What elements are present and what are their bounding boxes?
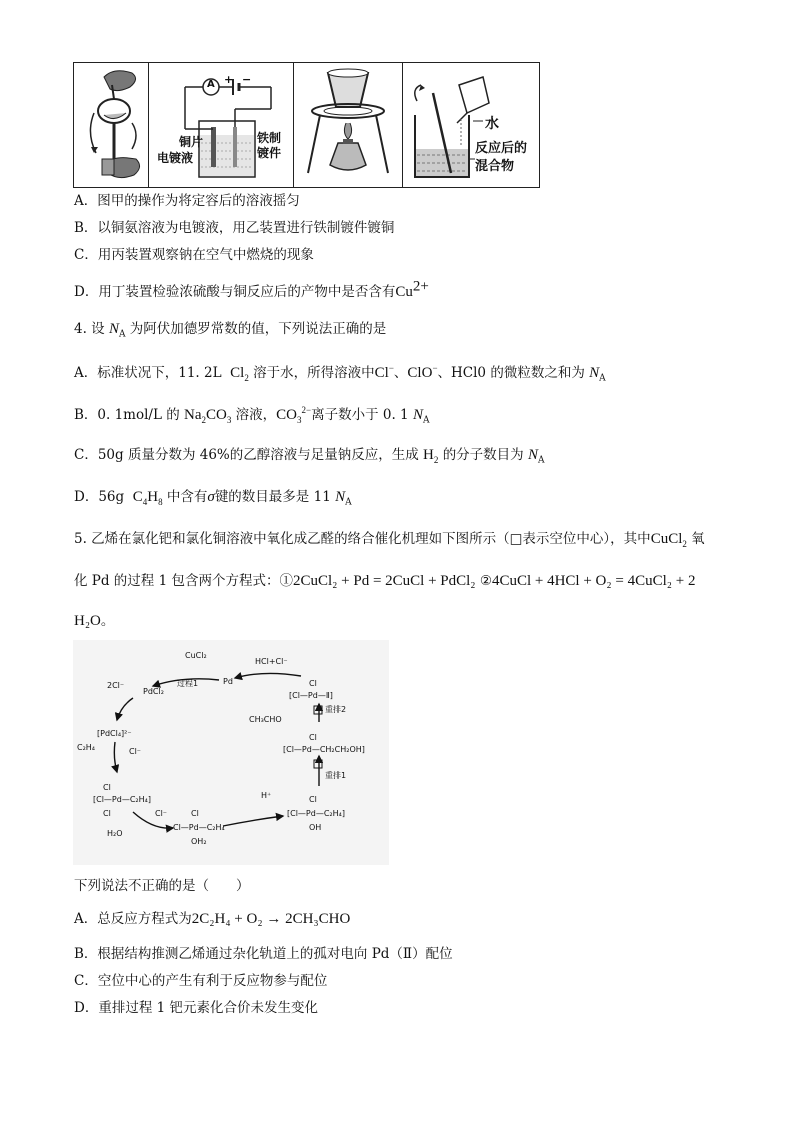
alkyl-core: [Cl—Pd—C₂H₄] bbox=[287, 809, 345, 818]
hydroxyethyl-cl-top: Cl bbox=[309, 733, 317, 742]
q5-option-a-text: A．总反应方程式为 bbox=[74, 911, 192, 927]
pdII-cl-top: Cl bbox=[309, 679, 317, 688]
proton-label: H⁺ bbox=[261, 791, 272, 800]
q4-option-c-text: C．50g 质量分数为 46%的乙醇溶液与足量钠反应，生成 bbox=[74, 447, 419, 463]
q3-option-d-charge: 2+ bbox=[412, 278, 429, 295]
hydroxo-core: Cl—Pd—C₂H₄ bbox=[173, 823, 225, 832]
mixture-label-1: 反应后的 bbox=[475, 141, 528, 156]
q4-option-d: D．56g $C_4H_8$ 中含有σ键的数目最多是 11 $N_A$ bbox=[74, 489, 352, 508]
acetaldehyde-label: CH₃CHO bbox=[249, 715, 282, 724]
arrow-to-pd bbox=[235, 673, 301, 678]
q5-equation-1: 2CuCl₂ + Pd = 2CuCl + PdCl₂ bbox=[292, 573, 476, 589]
apparatus-ding bbox=[403, 63, 540, 187]
q5-stem-text-2: 化 Pd 的过程 1 包含两个方程式：① bbox=[74, 573, 293, 589]
q4-number: 4. 设 bbox=[74, 321, 105, 337]
q5-option-d: D．重排过程 1 钯元素化合价未发生变化 bbox=[74, 1000, 318, 1016]
arrow-pdcl4-to-complex bbox=[114, 742, 117, 772]
apparatus-yi bbox=[149, 63, 294, 187]
plating-solution-label: 电镀液 bbox=[157, 151, 194, 165]
complex-core: [Cl—Pd—C₂H₄] bbox=[93, 795, 151, 804]
rearr1-label: 重排1 bbox=[325, 771, 347, 780]
q4-option-d-text: D．56g bbox=[74, 489, 125, 505]
q3-option-c: C．用丙装置观察钠在空气中燃烧的现象 bbox=[74, 247, 314, 263]
pd-label: Pd bbox=[223, 677, 233, 686]
iron-part-label-2: 镀件 bbox=[257, 146, 282, 160]
catalytic-cycle-diagram bbox=[73, 640, 389, 865]
rearr2-label: 重排2 bbox=[325, 705, 347, 714]
complex-cl-top: Cl bbox=[103, 783, 111, 792]
q5-stem-line-1: 5. 乙烯在氯化钯和氯化铜溶液中氧化成乙醛的络合催化机理如下图所示（□表示空位中心），其中CuCl$_2$ 氧 bbox=[74, 531, 705, 549]
q4-option-b-tail: 离子数小于 0. 1 bbox=[311, 407, 409, 423]
q4-option-b-text: B．0. 1mol/L 的 bbox=[74, 407, 180, 423]
chloride-label-a: Cl⁻ bbox=[129, 747, 142, 756]
mixture-label-2: 混合物 bbox=[475, 159, 515, 174]
arrow-pdcl2-to-pdcl4 bbox=[117, 698, 133, 720]
q5-stem-line-3 bbox=[74, 612, 114, 630]
q4-avogadro-subscript: A bbox=[118, 329, 126, 340]
q4-option-b-mid: 溶液， bbox=[235, 407, 277, 423]
cucl2-label: CuCl₂ bbox=[185, 651, 207, 660]
q4-avogadro-symbol: N bbox=[108, 321, 119, 337]
vacancy-box-1 bbox=[314, 706, 322, 714]
q4-option-c: C．50g 质量分数为 46%的乙醇溶液与足量钠反应，生成 $H_2$ 的分子数目为 $N_A$ bbox=[74, 447, 545, 466]
q3-option-b: B．以铜氨溶液为电镀液，用乙装置进行铁制镀件镀铜 bbox=[74, 220, 395, 236]
q4-option-a: A．标准状况下，11. 2L $Cl_2$ 溶于水，所得溶液中Cl−、ClO−、HCl0 的微粒数之和为 $N_A$ bbox=[74, 363, 606, 384]
q5-equation-2-cont: H₂O bbox=[74, 613, 101, 629]
apparatus-jia bbox=[74, 63, 149, 187]
q5-circled-2: ② bbox=[479, 573, 492, 589]
process1-label: 过程1 bbox=[177, 679, 199, 688]
q5-stem-line-2 bbox=[74, 572, 695, 590]
q5-ask: 下列说法不正确的是（ ） bbox=[74, 878, 250, 894]
hcl-label: HCl+Cl⁻ bbox=[255, 657, 288, 666]
iron-part-label-1: 铁制 bbox=[257, 131, 282, 145]
shaking-flask-drawing bbox=[74, 63, 148, 187]
q5-option-a-equation: 2C₂H₄ + O₂ → 2CH₃CHO bbox=[191, 911, 351, 927]
dilution-beaker-drawing bbox=[403, 63, 540, 187]
pdII-core: [Cl—Pd—Ⅱ] bbox=[289, 691, 333, 700]
q4-option-a-text: A．标准状况下，11. 2L bbox=[74, 365, 222, 381]
electroplating-cell-drawing bbox=[149, 63, 293, 187]
q4-option-b: B．0. 1mol/L 的 $Na_2CO_3$ 溶液，$CO_3^{2-}$离子数小于 0. 1 $N_A$ bbox=[74, 405, 430, 426]
alkyl-cl-top: Cl bbox=[309, 795, 317, 804]
q3-option-d-text: D．用丁装置检验浓硫酸与铜反应后的产物中是否含有 bbox=[74, 284, 396, 300]
ammeter-label: A bbox=[207, 79, 215, 90]
q5-option-b: B．根据结构推测乙烯通过杂化轨道上的孤对电向 Pd（Ⅱ）配位 bbox=[74, 946, 453, 962]
hydroxyethyl-core: [Cl—Pd—CH₂CH₂OH] bbox=[283, 745, 365, 754]
crucible-burner-drawing bbox=[294, 63, 402, 187]
water-label: 水 bbox=[485, 116, 499, 132]
arrow-hydroxo-to-alkyl bbox=[223, 816, 283, 826]
q5-equation-2: 4CuCl + 4HCl + O₂ = 4CuCl₂ + 2 bbox=[491, 573, 696, 589]
q4-option-d-tail: 键的数目最多是 11 bbox=[214, 489, 331, 505]
pdcl2-label: PdCl₂ bbox=[143, 687, 164, 696]
positive-terminal: + bbox=[224, 73, 234, 86]
q3-option-d-ion: Cu bbox=[395, 284, 413, 300]
catalytic-cycle-svg bbox=[73, 640, 389, 865]
q4-stem bbox=[74, 320, 386, 338]
q4-stem-text: 为阿伏加德罗常数的值，下列说法正确的是 bbox=[129, 321, 387, 337]
q4-option-d-mid: 中含有 bbox=[166, 489, 208, 505]
alkyl-oh: OH bbox=[309, 823, 322, 832]
water-mech-label: H₂O bbox=[107, 829, 123, 838]
hydroxo-cl-top: Cl bbox=[191, 809, 199, 818]
apparatus-figure bbox=[73, 62, 540, 188]
q5-option-a bbox=[74, 910, 350, 928]
q5-stem-tail-3: 。 bbox=[100, 613, 115, 629]
hydroxo-oh2: OH₂ bbox=[191, 837, 207, 846]
q5-option-c: C．空位中心的产生有利于反应物参与配位 bbox=[74, 973, 328, 989]
q5-stem-text-1: 5. 乙烯在氯化钯和氯化铜溶液中氧化成乙醛的络合催化机理如下图所示（□表示空位中心），其中 bbox=[74, 531, 651, 547]
copper-sheet-label: 铜片 bbox=[179, 135, 204, 149]
two-cl-label: 2Cl⁻ bbox=[107, 681, 125, 690]
pdcl4-label: [PdCl₄]²⁻ bbox=[97, 729, 132, 738]
complex-cl-bottom: Cl bbox=[103, 809, 111, 818]
q5-stem-tail-1: 氧 bbox=[691, 531, 705, 547]
vacancy-box-2 bbox=[314, 760, 322, 768]
q4-option-d-sigma: σ bbox=[207, 489, 215, 505]
q4-option-a-tail: 、HCl0 的微粒数之和为 bbox=[437, 365, 585, 381]
q4-option-a-mid: 溶于水，所得溶液中 bbox=[253, 365, 375, 381]
chloride-label-b: Cl⁻ bbox=[155, 809, 168, 818]
q4-option-c-tail: 的分子数目为 bbox=[442, 447, 524, 463]
negative-terminal: − bbox=[242, 73, 252, 86]
apparatus-bing bbox=[294, 63, 403, 187]
ethylene-label: C₂H₄ bbox=[77, 743, 96, 752]
q3-option-a: A．图甲的操作为将定容后的溶液摇匀 bbox=[74, 193, 300, 209]
q3-option-d bbox=[74, 278, 429, 301]
